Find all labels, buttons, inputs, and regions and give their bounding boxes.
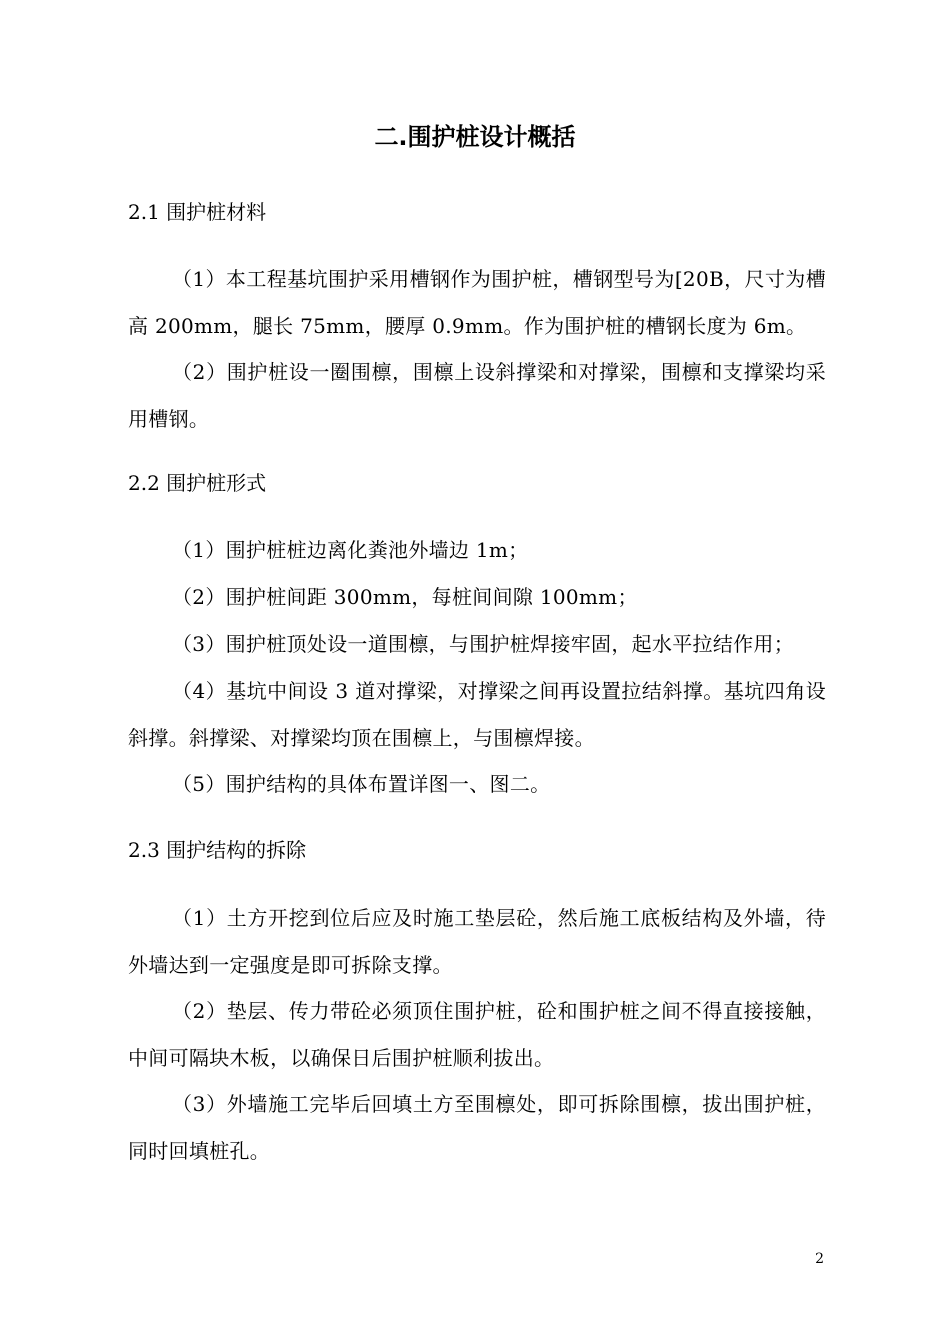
paragraph-2-2-5: （5）围护结构的具体布置详图一、图二。	[172, 772, 551, 796]
page-number: 2	[815, 1251, 824, 1267]
paragraph-2-3-3: （3）外墙施工完毕后回填土方至围檩处，即可拆除围檩，拔出围护桩，同时回填桩孔。	[128, 1092, 826, 1163]
paragraph-2-2-4: （4）基坑中间设 3 道对撑梁，对撑梁之间再设置拉结斜撑。基坑四角设斜撑。斜撑梁、对撑梁均顶在围檩上，与围檩焊接。	[128, 679, 826, 750]
paragraph-2-1-1: （1）本工程基坑围护采用槽钢作为围护桩，槽钢型号为[20B，尺寸为槽高 200mm，腿长 75mm，腰厚 0.9mm。作为围护桩的槽钢长度为 6m。	[128, 267, 826, 338]
paragraph-2-3-1: （1）土方开挖到位后应及时施工垫层砼，然后施工底板结构及外墙，待外墙达到一定强度是即可拆除支撑。	[128, 906, 826, 977]
paragraph-2-2-3: （3）围护桩顶处设一道围檩，与围护桩焊接牢固，起水平拉结作用；	[172, 632, 795, 656]
paragraph-2-1-2: （2）围护桩设一圈围檩，围檩上设斜撑梁和对撑梁，围檩和支撑梁均采用槽钢。	[128, 360, 826, 431]
paragraph-2-3-2: （2）垫层、传力带砼必须顶住围护桩，砼和围护桩之间不得直接接触，中间可隔块木板，以确保日后围护桩顺利拔出。	[128, 999, 826, 1070]
page-title: 二.围护桩设计概括	[374, 123, 576, 151]
section-heading-2-1: 2.1 围护桩材料	[128, 200, 267, 224]
paragraph-2-2-1: （1）围护桩桩边离化粪池外墙边 1m；	[172, 538, 529, 562]
section-heading-2-3: 2.3 围护结构的拆除	[128, 838, 307, 862]
paragraph-2-2-2: （2）围护桩间距 300mm，每桩间间隙 100mm；	[172, 585, 638, 609]
section-heading-2-2: 2.2 围护桩形式	[128, 471, 267, 495]
